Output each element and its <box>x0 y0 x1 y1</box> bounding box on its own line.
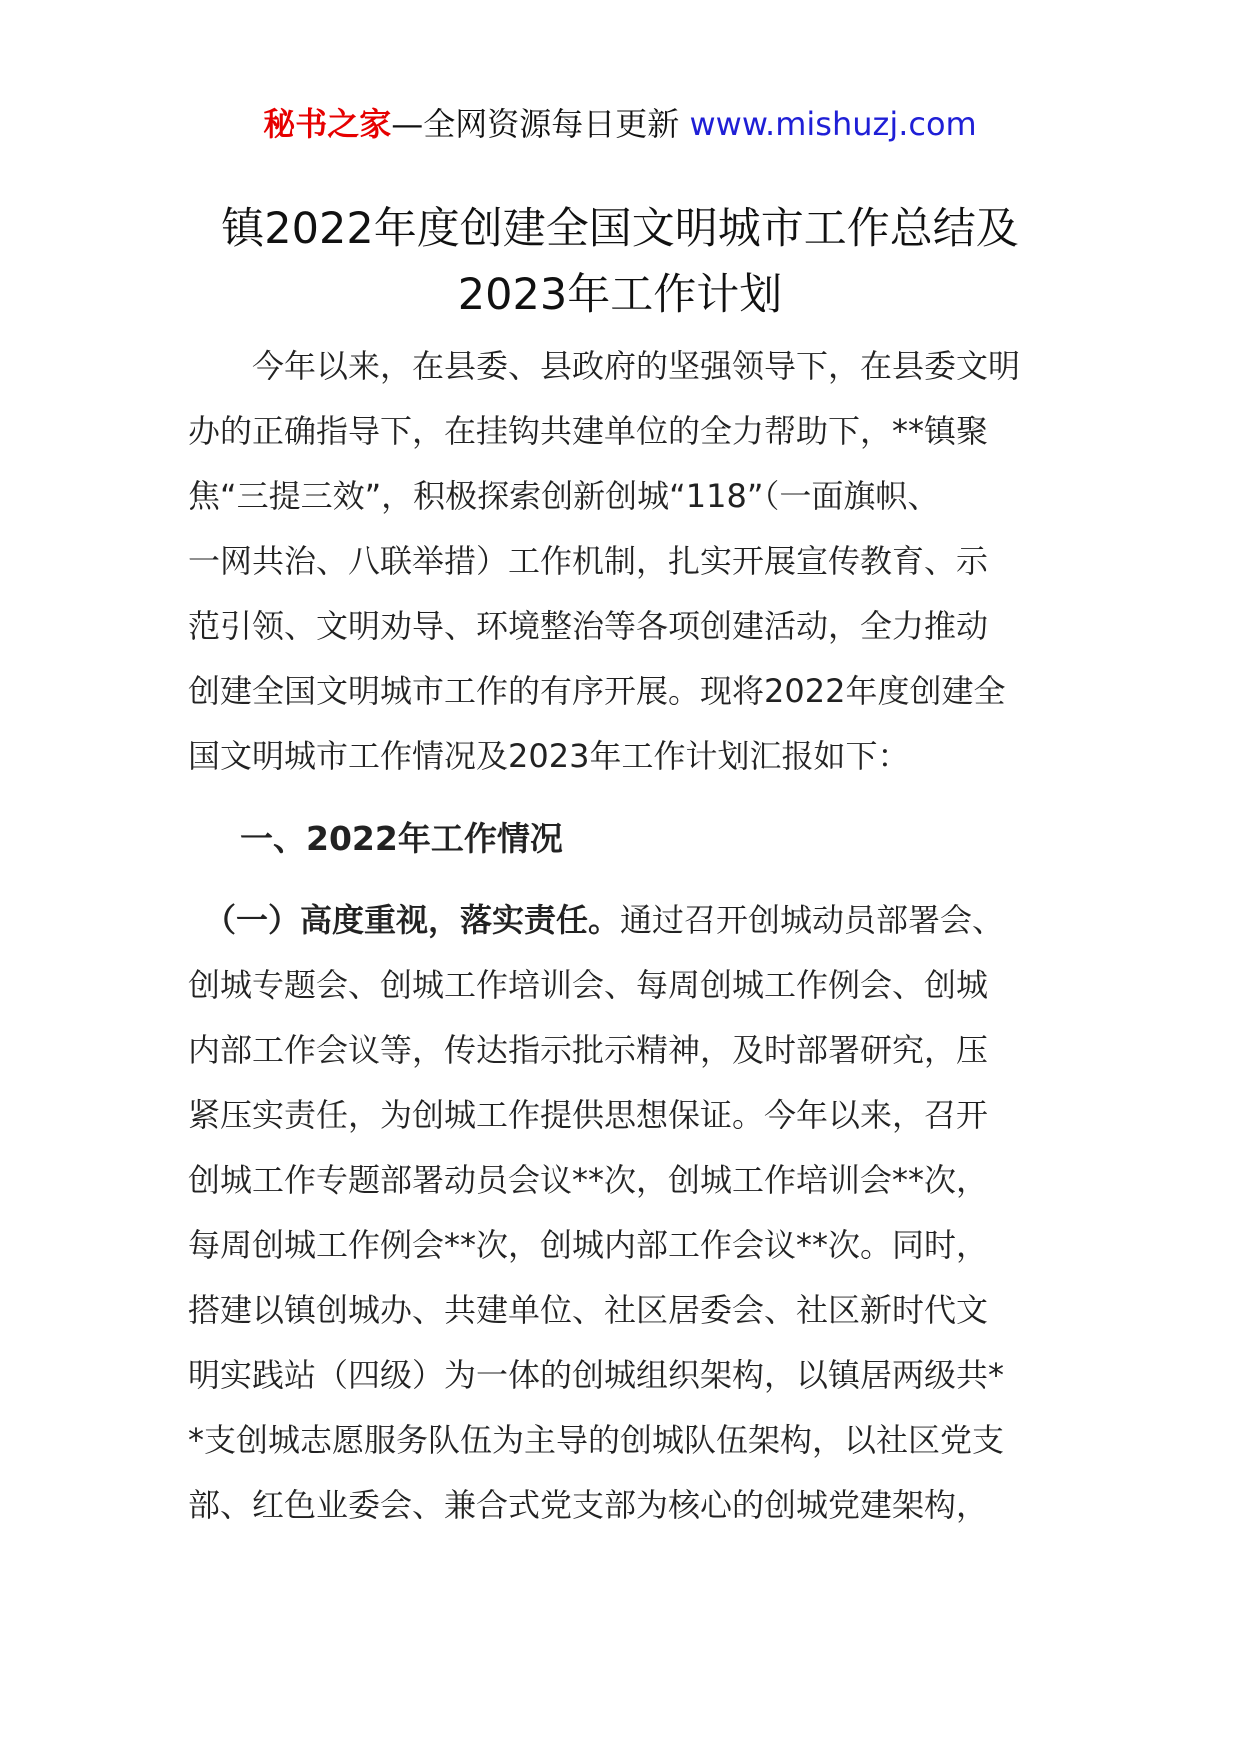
intro-paragraph <box>188 334 1058 789</box>
section-heading-1: 一、2022年工作情况 <box>240 819 563 858</box>
intro-line: 创建全国文明城市工作的有序开展。现将2022年度创建全 <box>188 672 1006 710</box>
brand-name: 秘书之家 <box>263 105 392 143</box>
intro-line: 范引领、文明劝导、环境整治等各项创建活动，全力推动 <box>188 607 989 645</box>
subsection-line: 每周创城工作例会**次，创城内部工作会议**次。同时， <box>188 1226 989 1264</box>
header-tagline: —全网资源每日更新 <box>391 105 680 143</box>
subsection-first-line-text: 通过召开创城动员部署会、 <box>620 901 1005 939</box>
title-line-1: 镇2022年度创建全国文明城市工作总结及 <box>221 204 1019 254</box>
intro-line: 办的正确指导下，在挂钩共建单位的全力帮助下，**镇聚 <box>188 412 989 450</box>
subsection-heading: （一）高度重视，落实责任。 <box>220 901 621 939</box>
subsection-line: 创城专题会、创城工作培训会、每周创城工作例会、创城 <box>188 966 989 1004</box>
subsection-line: *支创城志愿服务队伍为主导的创城队伍架构，以社区党支 <box>188 1421 1005 1459</box>
subsection-line: 内部工作会议等，传达指示批示精神，及时部署研究，压 <box>188 1031 989 1069</box>
intro-line: 焦“三提三效”，积极探索创新创城“118”（一面旗帜、 <box>188 477 940 515</box>
site-header <box>0 102 1240 146</box>
subsection-1-paragraph <box>188 888 1058 1538</box>
subsection-line: 明实践站（四级）为一体的创城组织架构，以镇居两级共* <box>188 1356 1005 1394</box>
document-title <box>150 196 1090 328</box>
title-line-2: 2023年工作计划 <box>457 270 783 320</box>
subsection-first-line <box>188 888 1058 953</box>
site-url-link[interactable]: www.mishuzj.com <box>689 105 977 143</box>
subsection-line: 创城工作专题部署动员会议**次，创城工作培训会**次， <box>188 1161 989 1199</box>
intro-line: 一网共治、八联举措）工作机制，扎实开展宣传教育、示 <box>188 542 989 580</box>
subsection-line: 部、红色业委会、兼合式党支部为核心的创城党建架构， <box>188 1486 989 1524</box>
subsection-line: 搭建以镇创城办、共建单位、社区居委会、社区新时代文 <box>188 1291 989 1329</box>
intro-line: 国文明城市工作情况及2023年工作计划汇报如下： <box>188 737 910 775</box>
intro-line: 今年以来，在县委、县政府的坚强领导下，在县委文明 <box>188 347 1021 385</box>
subsection-line: 紧压实责任，为创城工作提供思想保证。今年以来，召开 <box>188 1096 989 1134</box>
